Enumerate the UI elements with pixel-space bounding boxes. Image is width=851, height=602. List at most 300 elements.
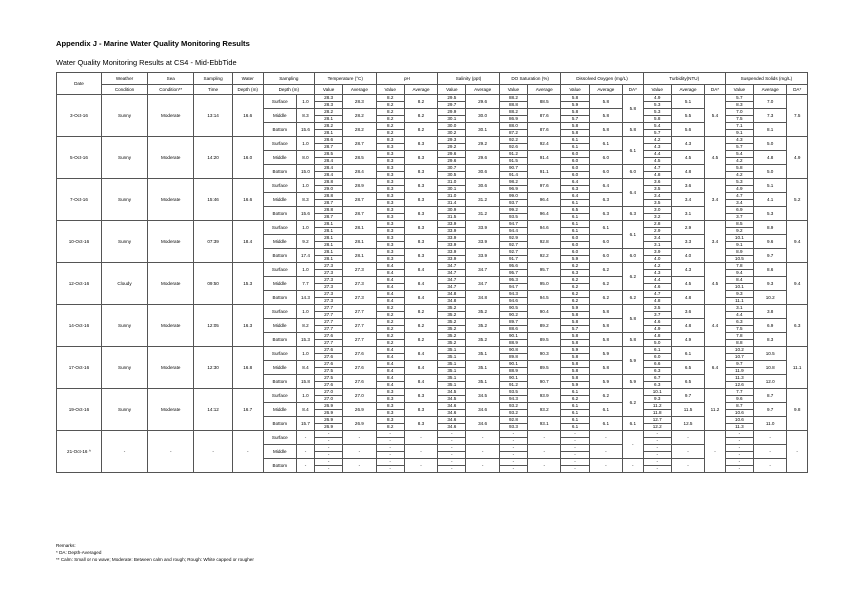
salinity-average: 35.1 — [466, 361, 499, 375]
salinity-average: 34.5 — [466, 389, 499, 403]
suspended-solids-da: 6.3 — [787, 305, 808, 347]
dissolved-oxygen-value: - — [561, 459, 589, 466]
salinity-value: - — [438, 452, 466, 459]
suspended-solids-value: 8.3 — [725, 102, 753, 109]
turbidity-value: 4.8 — [643, 298, 671, 305]
ph-value: 8.3 — [376, 214, 404, 221]
do-saturation-value: 88.6 — [499, 326, 527, 333]
do-saturation-value: 90.1 — [499, 333, 527, 340]
suspended-solids-value: 11.3 — [725, 424, 753, 431]
salinity-value: 34.7 — [438, 277, 466, 284]
temperature-average: 28.7 — [343, 193, 376, 207]
salinity-value: 35.1 — [438, 347, 466, 354]
turbidity-value: 12.7 — [643, 417, 671, 424]
do-saturation-value: 94.7 — [499, 221, 527, 228]
header-sampling-2: Time — [194, 85, 233, 95]
sampling-depth-cell: 15.3 — [297, 333, 315, 347]
temperature-value: 28.1 — [314, 235, 342, 242]
header-average: Average — [404, 85, 437, 95]
salinity-value: 34.6 — [438, 424, 466, 431]
temperature-average: 27.6 — [343, 347, 376, 361]
dissolved-oxygen-value: 6.1 — [561, 214, 589, 221]
turbidity-value: 5.0 — [643, 340, 671, 347]
salinity-average: 31.2 — [466, 193, 499, 207]
do-saturation-average: - — [528, 459, 561, 473]
temperature-value: 26.9 — [314, 417, 342, 424]
temperature-average: - — [343, 431, 376, 445]
ph-average: 8.3 — [404, 249, 437, 263]
dissolved-oxygen-value: 5.8 — [561, 319, 589, 326]
turbidity-value: 4.9 — [643, 326, 671, 333]
do-saturation-value: 99.2 — [499, 207, 527, 214]
weather-cell: Sunny — [101, 389, 147, 431]
ph-value: - — [376, 459, 404, 466]
ph-value: 8.2 — [376, 340, 404, 347]
temperature-value: 26.9 — [314, 424, 342, 431]
sampling-depth-cell: - — [297, 431, 315, 445]
suspended-solids-average: 3.8 — [753, 305, 786, 319]
dissolved-oxygen-da: - — [623, 431, 644, 459]
suspended-solids-value: 4.2 — [725, 172, 753, 179]
temperature-value: 27.3 — [314, 270, 342, 277]
ph-average: 8.4 — [404, 375, 437, 389]
turbidity-average: 3.6 — [671, 305, 704, 319]
header-value: Value — [643, 85, 671, 95]
turbidity-value: 6.0 — [643, 354, 671, 361]
suspended-solids-average: 12.0 — [753, 375, 786, 389]
dissolved-oxygen-da: 6.1 — [623, 137, 644, 165]
dissolved-oxygen-value: 5.7 — [561, 326, 589, 333]
salinity-value: 34.5 — [438, 389, 466, 396]
temperature-value: 28.8 — [314, 207, 342, 214]
sampling-time-cell: 07:39 — [194, 221, 233, 263]
header-sampling: Sampling — [194, 73, 233, 85]
turbidity-da: 4.5 — [705, 137, 726, 179]
temperature-value: 28.1 — [314, 249, 342, 256]
suspended-solids-average: 4.8 — [753, 151, 786, 165]
salinity-value: 34.6 — [438, 410, 466, 417]
ph-value: 8.3 — [376, 144, 404, 151]
header-average: Average — [753, 85, 786, 95]
suspended-solids-value: 7.8 — [725, 263, 753, 270]
dissolved-oxygen-da-bottom: 6.0 — [623, 249, 644, 263]
temperature-average: 26.9 — [343, 417, 376, 431]
dissolved-oxygen-value: 6.2 — [561, 263, 589, 270]
sampling-depth-cell: 17.4 — [297, 249, 315, 263]
sampling-depth-cell: 9.2 — [297, 235, 315, 249]
temperature-value: 28.8 — [314, 193, 342, 200]
temperature-average: 28.5 — [343, 151, 376, 165]
dissolved-oxygen-value: 5.8 — [561, 123, 589, 130]
dissolved-oxygen-average: 6.2 — [589, 277, 622, 291]
suspended-solids-value: 11.3 — [725, 375, 753, 382]
sampling-depth-cell: 14.3 — [297, 291, 315, 305]
do-saturation-value: 99.0 — [499, 193, 527, 200]
suspended-solids-value: 4.2 — [725, 158, 753, 165]
sampling-depth-cell: 15.6 — [297, 207, 315, 221]
turbidity-value: 4.5 — [643, 158, 671, 165]
turbidity-average: 4.8 — [671, 165, 704, 179]
weather-cell: Sunny — [101, 137, 147, 179]
depth-level-cell: Middle — [263, 235, 296, 249]
sampling-time-cell: 13:14 — [194, 95, 233, 137]
dissolved-oxygen-average: 6.3 — [589, 193, 622, 207]
dissolved-oxygen-da: 5.8 — [623, 95, 644, 123]
ph-value: 8.4 — [376, 361, 404, 368]
suspended-solids-value: 9.2 — [725, 228, 753, 235]
water-depth-cell: 16.8 — [232, 347, 263, 389]
do-saturation-average: 89.5 — [528, 361, 561, 375]
dissolved-oxygen-value: 6.1 — [561, 200, 589, 207]
turbidity-da: 3.4 — [705, 179, 726, 221]
header-average: Average — [466, 85, 499, 95]
suspended-solids-value: 5.7 — [725, 95, 753, 102]
depth-level-cell: Surface — [263, 389, 296, 403]
sampling-time-cell: 12:30 — [194, 347, 233, 389]
sampling-depth-cell: 1.0 — [297, 95, 315, 109]
suspended-solids-value: 9.7 — [725, 361, 753, 368]
turbidity-value: 3.0 — [643, 207, 671, 214]
temperature-average: 26.9 — [343, 403, 376, 417]
turbidity-value: 3.5 — [643, 200, 671, 207]
ph-average: 8.2 — [404, 333, 437, 347]
suspended-solids-value: 3.4 — [725, 200, 753, 207]
suspended-solids-value: 9.1 — [725, 242, 753, 249]
dissolved-oxygen-average: 6.2 — [589, 291, 622, 305]
dissolved-oxygen-average: 5.8 — [589, 95, 622, 109]
table-row — [57, 137, 808, 144]
depth-level-cell: Middle — [263, 319, 296, 333]
ph-value: 8.2 — [376, 312, 404, 319]
do-saturation-average: 87.6 — [528, 109, 561, 123]
sampling-time-cell: 15:46 — [194, 179, 233, 221]
sampling-depth-cell: 15.0 — [297, 165, 315, 179]
header-do-saturation: DO Saturation (%) — [499, 73, 561, 85]
dissolved-oxygen-value: - — [561, 431, 589, 438]
ph-value: 8.3 — [376, 207, 404, 214]
ph-value: 8.4 — [376, 368, 404, 375]
do-saturation-average: 92.4 — [528, 137, 561, 151]
suspended-solids-value: 4.7 — [725, 193, 753, 200]
ph-value: 8.4 — [376, 347, 404, 354]
do-saturation-value: 93.7 — [499, 200, 527, 207]
ph-average: 8.3 — [404, 221, 437, 235]
do-saturation-value: 94.3 — [499, 291, 527, 298]
suspended-solids-value: - — [725, 438, 753, 445]
suspended-solids-da: 5.2 — [787, 179, 808, 221]
header-value: Value — [376, 85, 404, 95]
depth-level-cell: Middle — [263, 109, 296, 123]
do-saturation-value: 89.8 — [499, 354, 527, 361]
salinity-value: 34.8 — [438, 291, 466, 298]
turbidity-value: - — [643, 431, 671, 438]
ph-average: - — [404, 459, 437, 473]
salinity-value: 31.0 — [438, 193, 466, 200]
remarks-line-2: ** Calm: Small or no wave; Moderate: Between calm and rough; Rough: White capped or rougher — [56, 557, 254, 562]
ph-average: 8.4 — [404, 361, 437, 375]
salinity-value: - — [438, 466, 466, 473]
turbidity-value: 4.3 — [643, 144, 671, 151]
suspended-solids-value: 10.5 — [725, 256, 753, 263]
ph-average: - — [404, 445, 437, 459]
water-depth-cell: 16.7 — [232, 389, 263, 431]
suspended-solids-value: 9.1 — [725, 130, 753, 137]
suspended-solids-average: 9.7 — [753, 403, 786, 417]
temperature-value: 26.9 — [314, 403, 342, 410]
suspended-solids-average: 7.3 — [753, 109, 786, 123]
sea-condition-cell: Moderate — [148, 179, 194, 221]
dissolved-oxygen-da-bottom: 6.2 — [623, 291, 644, 305]
dissolved-oxygen-value: - — [561, 466, 589, 473]
turbidity-average: 12.5 — [671, 417, 704, 431]
do-saturation-average: 90.7 — [528, 375, 561, 389]
depth-level-cell: Surface — [263, 137, 296, 151]
dissolved-oxygen-value: 5.9 — [561, 305, 589, 312]
temperature-value: - — [314, 459, 342, 466]
header-da: DA* — [623, 85, 644, 95]
dissolved-oxygen-average: - — [589, 431, 622, 445]
temperature-value: 27.5 — [314, 368, 342, 375]
suspended-solids-average: 8.3 — [753, 333, 786, 347]
suspended-solids-value: 7.7 — [725, 389, 753, 396]
depth-level-cell: Bottom — [263, 333, 296, 347]
sampling-depth-cell: - — [297, 459, 315, 473]
ph-value: 8.3 — [376, 186, 404, 193]
suspended-solids-average: - — [753, 445, 786, 459]
header-da: DA* — [787, 85, 808, 95]
do-saturation-average: 92.8 — [528, 235, 561, 249]
depth-level-cell: Bottom — [263, 459, 296, 473]
turbidity-average: 3.4 — [671, 193, 704, 207]
turbidity-value: 6.1 — [643, 347, 671, 354]
turbidity-value: 6.3 — [643, 368, 671, 375]
do-saturation-average: 91.4 — [528, 151, 561, 165]
suspended-solids-average: 5.3 — [753, 207, 786, 221]
salinity-value: 30.5 — [438, 172, 466, 179]
turbidity-value: 4.4 — [643, 151, 671, 158]
weather-cell: Sunny — [101, 347, 147, 389]
depth-level-cell: Surface — [263, 263, 296, 277]
suspended-solids-average: - — [753, 431, 786, 445]
suspended-solids-da: 4.9 — [787, 137, 808, 179]
suspended-solids-da: 11.1 — [787, 347, 808, 389]
do-saturation-average: 93.2 — [528, 403, 561, 417]
turbidity-average: - — [671, 445, 704, 459]
dissolved-oxygen-average: 6.0 — [589, 249, 622, 263]
suspended-solids-value: 8.9 — [725, 249, 753, 256]
suspended-solids-value: 7.1 — [725, 123, 753, 130]
turbidity-value: - — [643, 445, 671, 452]
temperature-average: 28.1 — [343, 221, 376, 235]
table-row — [57, 263, 808, 270]
do-saturation-average: 90.3 — [528, 347, 561, 361]
dissolved-oxygen-value: 6.1 — [561, 389, 589, 396]
suspended-solids-average: 6.9 — [753, 319, 786, 333]
suspended-solids-average: 8.7 — [753, 389, 786, 403]
suspended-solids-value: 10.6 — [725, 410, 753, 417]
ph-average: 8.3 — [404, 389, 437, 403]
suspended-solids-da: 9.8 — [787, 389, 808, 431]
do-saturation-value: 92.2 — [499, 137, 527, 144]
date-cell: 17-Oct-16 — [57, 347, 102, 389]
date-cell: 14-Oct-16 — [57, 305, 102, 347]
turbidity-value: 4.9 — [643, 95, 671, 102]
sampling-depth-cell: 1.0 — [297, 137, 315, 151]
salinity-value: 29.7 — [438, 102, 466, 109]
temperature-average: 27.0 — [343, 389, 376, 403]
dissolved-oxygen-value: 5.9 — [561, 347, 589, 354]
dissolved-oxygen-value: 6.2 — [561, 284, 589, 291]
dissolved-oxygen-average: 5.8 — [589, 305, 622, 319]
water-depth-cell: 16.0 — [232, 137, 263, 179]
header-sampling-depth-2: Depth (m) — [263, 85, 314, 95]
temperature-average: 28.4 — [343, 165, 376, 179]
ph-average: 8.3 — [404, 151, 437, 165]
depth-level-cell: Surface — [263, 305, 296, 319]
table-row — [57, 179, 808, 186]
ph-value: 8.3 — [376, 193, 404, 200]
salinity-average: 34.8 — [466, 291, 499, 305]
sampling-time-cell: 14:12 — [194, 389, 233, 431]
dissolved-oxygen-da: 5.8 — [623, 305, 644, 333]
header-water: Water — [232, 73, 263, 85]
salinity-average: 31.2 — [466, 207, 499, 221]
suspended-solids-value: 4.3 — [725, 137, 753, 144]
turbidity-value: 2.9 — [643, 228, 671, 235]
dissolved-oxygen-value: 5.8 — [561, 95, 589, 102]
dissolved-oxygen-value: 6.1 — [561, 228, 589, 235]
turbidity-value: 5.8 — [643, 116, 671, 123]
header-weather-2: Condition — [101, 85, 147, 95]
dissolved-oxygen-value: 5.9 — [561, 256, 589, 263]
do-saturation-average: 92.2 — [528, 249, 561, 263]
dissolved-oxygen-value: 6.1 — [561, 410, 589, 417]
do-saturation-average: 96.4 — [528, 193, 561, 207]
salinity-value: - — [438, 438, 466, 445]
temperature-value: 27.6 — [314, 354, 342, 361]
temperature-value: 27.7 — [314, 319, 342, 326]
sampling-depth-cell: 1.0 — [297, 305, 315, 319]
do-saturation-value: 92.7 — [499, 242, 527, 249]
suspended-solids-value: 8.7 — [725, 403, 753, 410]
dissolved-oxygen-da-bottom: 6.1 — [623, 417, 644, 431]
suspended-solids-da: 9.4 — [787, 221, 808, 263]
ph-value: - — [376, 431, 404, 438]
remarks-line-1: * DA: Depth-Averaged — [56, 550, 102, 555]
dissolved-oxygen-average: 5.9 — [589, 375, 622, 389]
ph-average: - — [404, 431, 437, 445]
turbidity-average: - — [671, 459, 704, 473]
dissolved-oxygen-average: 6.2 — [589, 263, 622, 277]
suspended-solids-value: 8.4 — [725, 277, 753, 284]
turbidity-value: 4.8 — [643, 172, 671, 179]
turbidity-value: - — [643, 466, 671, 473]
dissolved-oxygen-average: 6.1 — [589, 417, 622, 431]
dissolved-oxygen-average: - — [589, 445, 622, 459]
header-value: Value — [725, 85, 753, 95]
do-saturation-average: 95.0 — [528, 277, 561, 291]
dissolved-oxygen-value: 6.0 — [561, 158, 589, 165]
do-saturation-average: - — [528, 445, 561, 459]
temperature-value: 29.0 — [314, 186, 342, 193]
suspended-solids-value: 3.1 — [725, 305, 753, 312]
do-saturation-average: 93.9 — [528, 389, 561, 403]
salinity-average: 34.7 — [466, 277, 499, 291]
turbidity-value: 9.3 — [643, 396, 671, 403]
temperature-value: 28.4 — [314, 172, 342, 179]
suspended-solids-value: 9.4 — [725, 270, 753, 277]
sampling-depth-cell: 8.4 — [297, 361, 315, 375]
do-saturation-value: 89.7 — [499, 319, 527, 326]
ph-value: 8.4 — [376, 263, 404, 270]
do-saturation-value: 91.2 — [499, 151, 527, 158]
sea-condition-cell: Moderate — [148, 95, 194, 137]
sea-condition-cell: Moderate — [148, 305, 194, 347]
do-saturation-value: 93.3 — [499, 424, 527, 431]
sampling-time-cell: 14:20 — [194, 137, 233, 179]
turbidity-da: - — [705, 431, 726, 473]
header-average: Average — [671, 85, 704, 95]
salinity-value: - — [438, 445, 466, 452]
sea-condition-cell: Moderate — [148, 347, 194, 389]
turbidity-average: 4.0 — [671, 249, 704, 263]
suspended-solids-value: - — [725, 459, 753, 466]
salinity-value: 35.2 — [438, 333, 466, 340]
sampling-time-cell: 12:05 — [194, 305, 233, 347]
suspended-solids-average: 8.1 — [753, 123, 786, 137]
ph-value: 8.3 — [376, 417, 404, 424]
turbidity-average: 6.5 — [671, 375, 704, 389]
dissolved-oxygen-value: 6.3 — [561, 186, 589, 193]
weather-cell: Sunny — [101, 221, 147, 263]
sea-condition-cell: Moderate — [148, 389, 194, 431]
turbidity-value: 5.3 — [643, 109, 671, 116]
salinity-value: 34.6 — [438, 403, 466, 410]
sampling-time-cell: - — [194, 431, 233, 473]
header-average: Average — [343, 85, 376, 95]
do-saturation-value: 92.6 — [499, 144, 527, 151]
dissolved-oxygen-value: 6.1 — [561, 417, 589, 424]
ph-value: 8.3 — [376, 228, 404, 235]
dissolved-oxygen-da: 6.2 — [623, 389, 644, 417]
turbidity-value: 12.2 — [643, 424, 671, 431]
ph-value: 8.3 — [376, 410, 404, 417]
salinity-value: 34.6 — [438, 417, 466, 424]
dissolved-oxygen-value: 5.8 — [561, 368, 589, 375]
salinity-average: 29.6 — [466, 95, 499, 109]
suspended-solids-value: - — [725, 466, 753, 473]
dissolved-oxygen-value: 6.0 — [561, 172, 589, 179]
suspended-solids-average: 10.2 — [753, 291, 786, 305]
do-saturation-value: 91.7 — [499, 256, 527, 263]
depth-level-cell: Surface — [263, 179, 296, 193]
turbidity-da: 5.4 — [705, 95, 726, 137]
dissolved-oxygen-value: 6.1 — [561, 424, 589, 431]
ph-value: - — [376, 445, 404, 452]
temperature-value: - — [314, 445, 342, 452]
temperature-value: 27.7 — [314, 305, 342, 312]
salinity-average: 35.2 — [466, 319, 499, 333]
do-saturation-value: 92.8 — [499, 417, 527, 424]
do-saturation-value: 88.2 — [499, 95, 527, 102]
date-cell: 3-Oct-16 — [57, 95, 102, 137]
depth-level-cell: Surface — [263, 347, 296, 361]
suspended-solids-average: 5.0 — [753, 165, 786, 179]
dissolved-oxygen-value: 6.2 — [561, 277, 589, 284]
temperature-average: 28.3 — [343, 95, 376, 109]
salinity-value: 30.1 — [438, 116, 466, 123]
temperature-value: 27.5 — [314, 375, 342, 382]
